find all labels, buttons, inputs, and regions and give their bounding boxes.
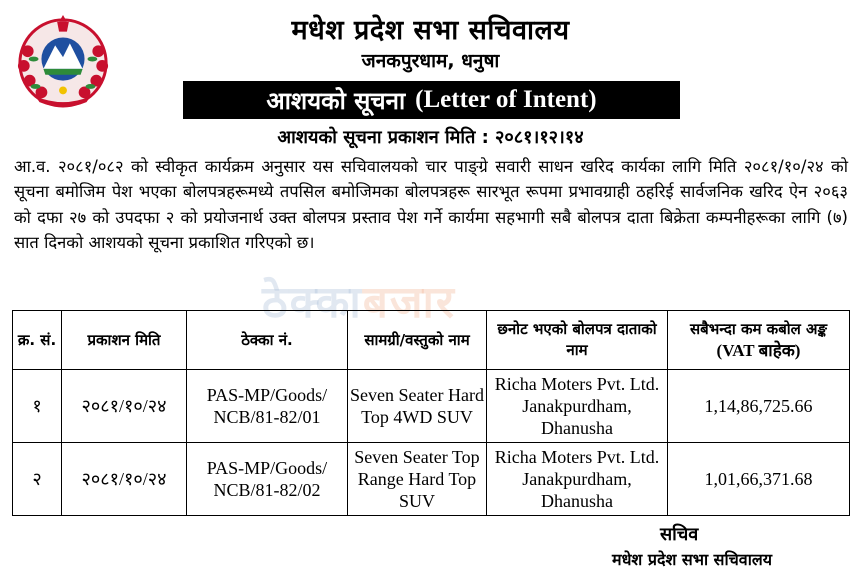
header-amount-label: सबैभन्दा कम कबोल अङ्क [690, 319, 827, 338]
cell-bidder: Richa Moters Pvt. Ltd. Janakpurdham, Dhanusha [487, 443, 668, 516]
header-pub-date: प्रकाशन मिति [62, 311, 187, 370]
header-amount [668, 311, 850, 370]
cell-sn: २ [13, 443, 62, 516]
cell-amount: 1,01,66,371.68 [668, 443, 850, 516]
notice-heading-np: आशयको सूचना [266, 86, 406, 115]
header-amount-vat: (VAT बाहेक) [716, 340, 801, 360]
signatory-organization: मधेश प्रदेश सभा सचिवालय [612, 550, 772, 569]
table-row [13, 443, 850, 516]
cell-goods: Seven Seater Top Range Hard Top SUV [348, 443, 487, 516]
notice-heading-box [183, 81, 680, 119]
table-row [13, 370, 850, 443]
cell-pub-date: २०८१/१०/२४ [62, 443, 187, 516]
signatory-title: सचिव [660, 524, 699, 545]
watermark-part-2: बजार [362, 277, 456, 328]
notice-paragraph: आ.व. २०८१/०८२ को स्वीकृत कार्यक्रम अनुसार यस सचिवालयको चार पाङ्ग्रे सवारी साधन खरिद कार्यका लागि मिति २०८१/१०/२४ को सूचना बमोजिम पेश भएका बोलपत्रहरूमध्ये तपसिल बमोजिमका बोलपत्रहरू सारभूत रूपमा प्रभावग्राही ठहरिई सार्वजनिक खरिद ऐन २०६३ को दफा २७ को उपदफा २ को प्रयोजनार्थ उक्त बोलपत्र प्रस्ताव पेश गर्ने कार्यमा सहभागी सबै बोलपत्र दाता बिक्रेता कम्पनीहरूका लागि (७) सात दिनको आशयको सूचना प्रकाशित गरिएको छ। [14, 157, 848, 253]
cell-bidder: Richa Moters Pvt. Ltd. Janakpurdham, Dhanusha [487, 370, 668, 443]
page-title: मधेश प्रदेश सभा सचिवालय [291, 15, 570, 46]
cell-contract-no: PAS-MP/Goods/ NCB/81-82/02 [187, 443, 348, 516]
cell-contract-no: PAS-MP/Goods/ NCB/81-82/01 [187, 370, 348, 443]
publication-date: आशयको सूचना प्रकाशन मिति : २०८१।१२।१४ [277, 127, 584, 148]
bid-results-table [12, 310, 850, 516]
header-bidder: छनोट भएको बोलपत्र दाताको नाम [487, 311, 668, 370]
table-header-row [13, 311, 850, 370]
notice-heading-en: (Letter of Intent) [415, 86, 597, 113]
header-goods: सामग्री/वस्तुको नाम [348, 311, 487, 370]
cell-pub-date: २०८१/१०/२४ [62, 370, 187, 443]
cell-goods: Seven Seater Hard Top 4WD SUV [348, 370, 487, 443]
office-location: जनकपुरधाम, धनुषा [361, 50, 500, 72]
cell-amount: 1,14,86,725.66 [668, 370, 850, 443]
header-sn: क्र. सं. [13, 311, 62, 370]
cell-sn: १ [13, 370, 62, 443]
header-contract-no: ठेक्का नं. [187, 311, 348, 370]
watermark-part-1: ठेक्का [262, 277, 363, 328]
